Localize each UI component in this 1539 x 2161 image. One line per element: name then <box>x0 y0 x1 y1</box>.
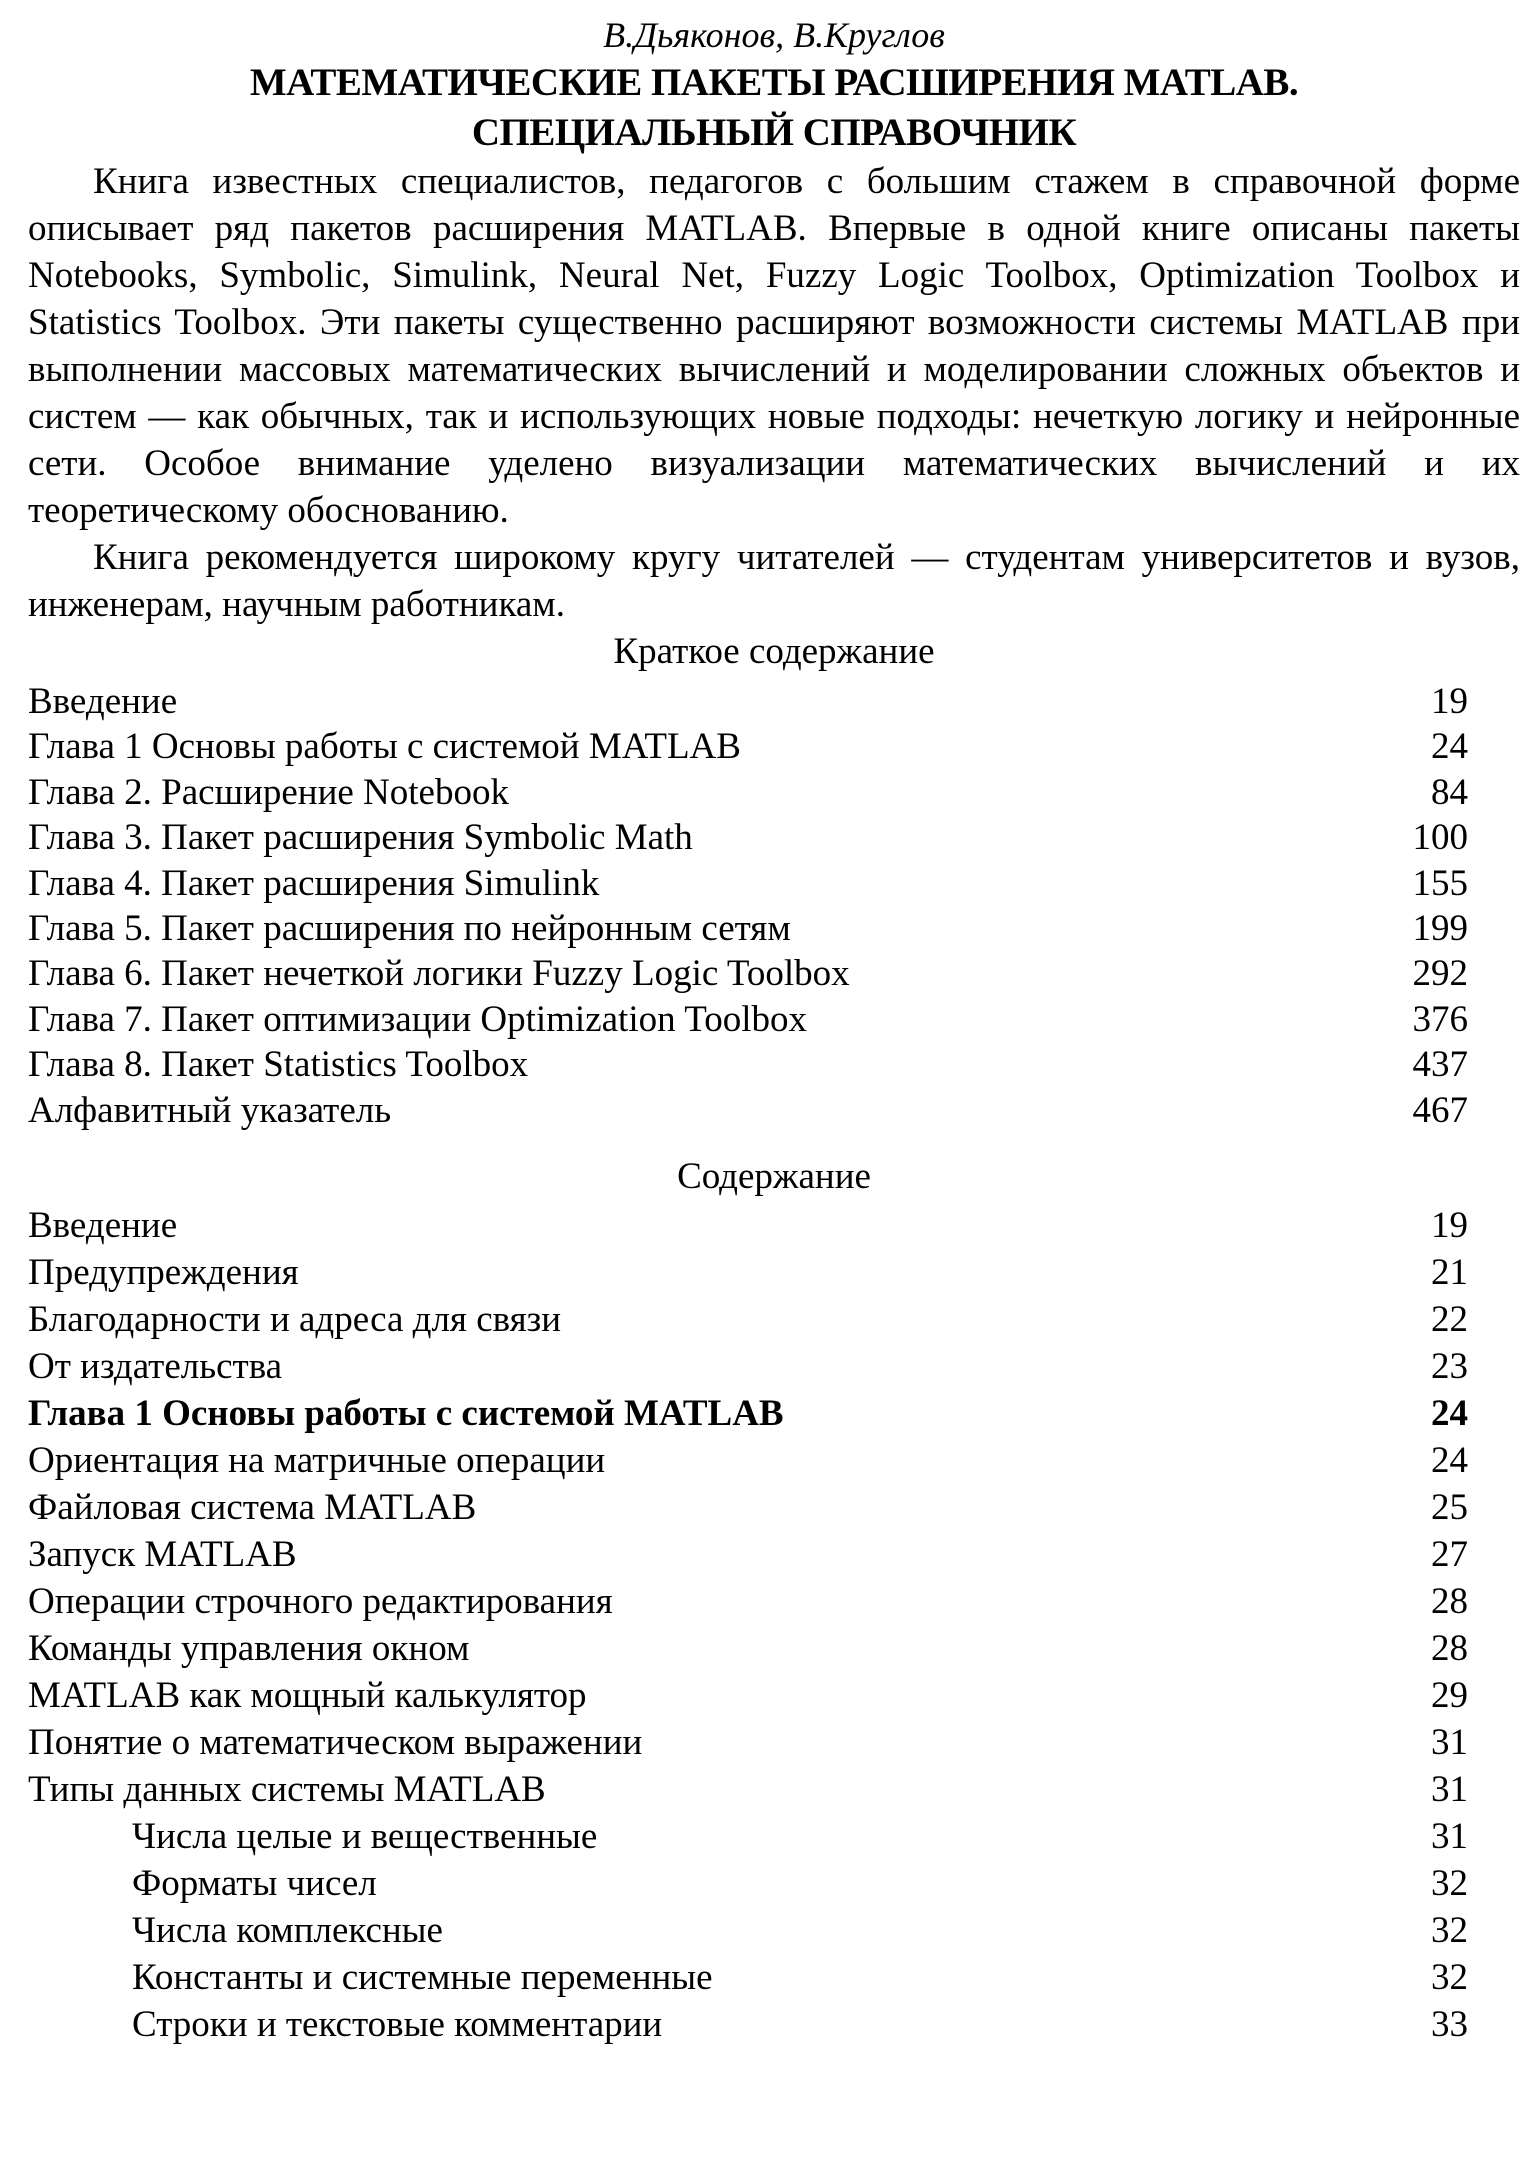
toc-entry-title: Введение <box>28 1205 178 1247</box>
toc-entry-title: MATLAB как мощный калькулятор <box>28 1675 587 1717</box>
toc-entry-title: Строки и текстовые комментарии <box>132 2004 663 2046</box>
toc-entry-title: Понятие о математическом выражении <box>28 1722 643 1764</box>
toc-entry-page-number: 32 <box>1431 1863 1468 1905</box>
toc-entry <box>28 1672 1468 1719</box>
brief-contents-list <box>28 679 1520 1133</box>
toc-entry-title: Запуск MATLAB <box>28 1534 297 1576</box>
author-line: В.Дьяконов, В.Круглов <box>603 15 945 55</box>
toc-entry-page-number: 32 <box>1431 1910 1468 1952</box>
toc-entry <box>28 724 1468 769</box>
toc-entry-page-number: 33 <box>1431 2004 1468 2046</box>
toc-entry-title: Числа комплексные <box>132 1910 443 1952</box>
toc-entry <box>28 1484 1468 1531</box>
toc-entry-page-number: 155 <box>1412 862 1468 904</box>
toc-entry <box>28 2001 1468 2048</box>
toc-entry-title: Глава 4. Пакет расширения Simulink <box>28 862 600 904</box>
toc-entry <box>28 906 1468 951</box>
toc-entry-title: Операции строчного редактирования <box>28 1581 613 1623</box>
full-contents-heading: Содержание <box>677 1156 871 1198</box>
brief-contents-heading: Краткое содержание <box>613 631 935 672</box>
toc-entry-title: Глава 1 Основы работы с системой MATLAB <box>28 726 741 768</box>
toc-entry <box>28 1907 1468 1954</box>
toc-entry-page-number: 23 <box>1431 1346 1468 1388</box>
toc-entry <box>28 815 1468 860</box>
toc-entry <box>28 1954 1468 2001</box>
toc-entry-title: Файловая система MATLAB <box>28 1487 477 1529</box>
toc-entry-title: Глава 7. Пакет оптимизации Optimization Toolbox <box>28 998 807 1040</box>
full-contents-list <box>28 1202 1520 2048</box>
toc-entry-title: Глава 3. Пакет расширения Symbolic Math <box>28 817 693 859</box>
toc-entry-page-number: 437 <box>1412 1044 1468 1086</box>
toc-entry <box>28 997 1468 1042</box>
toc-entry-title: Благодарности и адреса для связи <box>28 1299 562 1341</box>
toc-entry <box>28 951 1468 996</box>
toc-entry-page-number: 100 <box>1412 817 1468 859</box>
toc-entry <box>28 1202 1468 1249</box>
toc-entry-title: Константы и системные переменные <box>132 1957 713 1999</box>
toc-entry <box>28 1088 1468 1133</box>
toc-entry <box>28 1437 1468 1484</box>
toc-entry-title: Глава 1 Основы работы с системой MATLAB <box>28 1393 784 1435</box>
toc-entry <box>28 1578 1468 1625</box>
toc-entry <box>28 1860 1468 1907</box>
toc-entry-page-number: 84 <box>1431 771 1468 813</box>
toc-entry-title: Типы данных системы MATLAB <box>28 1769 546 1811</box>
toc-entry-page-number: 376 <box>1412 998 1468 1040</box>
toc-entry-page-number: 25 <box>1431 1487 1468 1529</box>
abstract-paragraph-1: Книга известных специалистов, педагогов с большим стажем в справочной форме описывает ряд пакетов расширения MATLAB. Впервые в одной книге описаны пакеты Notebooks, Symbolic, Simulink, Neural Net, Fuzzy Logic Toolbox, Optimization Toolbox и Statistics Toolbox. Эти пакеты существенно расширяют возможности системы MATLAB при выполнении массовых математических вычислений и моделировании сложных объектов и систем — как обычных, так и использующих новые подходы: нечеткую логику и нейронные сети. Особое внимание уделено визуализации математических вычислений и их теоретическому обоснованию. <box>28 161 1520 531</box>
abstract-paragraph-2: Книга рекомендуется широкому кругу читателей — студентам университетов и вузов, инженерам, научным работникам. <box>28 537 1520 625</box>
toc-entry-page-number: 24 <box>1431 726 1468 768</box>
toc-entry-page-number: 22 <box>1431 1299 1468 1341</box>
toc-entry-title: Форматы чисел <box>132 1863 377 1905</box>
toc-entry-page-number: 21 <box>1431 1252 1468 1294</box>
toc-entry <box>28 1625 1468 1672</box>
toc-entry <box>28 1343 1468 1390</box>
toc-entry-page-number: 24 <box>1431 1393 1468 1435</box>
toc-entry-title: Предупреждения <box>28 1252 299 1294</box>
toc-entry-title: Команды управления окном <box>28 1628 470 1670</box>
toc-entry-page-number: 31 <box>1431 1816 1468 1858</box>
toc-entry <box>28 1813 1468 1860</box>
toc-entry-title: Числа целые и вещественные <box>132 1816 598 1858</box>
toc-entry-page-number: 31 <box>1431 1722 1468 1764</box>
toc-entry <box>28 1042 1468 1087</box>
toc-entry-title: Ориентация на матричные операции <box>28 1440 606 1482</box>
toc-entry <box>28 1719 1468 1766</box>
toc-entry-page-number: 32 <box>1431 1957 1468 1999</box>
toc-entry <box>28 861 1468 906</box>
book-title-line2: СПЕЦИАЛЬНЫЙ СПРАВОЧНИК <box>471 111 1077 154</box>
toc-entry-title: Глава 8. Пакет Statistics Toolbox <box>28 1044 529 1086</box>
toc-entry-page-number: 199 <box>1412 908 1468 950</box>
toc-entry <box>28 1390 1468 1437</box>
toc-entry-title: Глава 5. Пакет расширения по нейронным сетям <box>28 908 791 950</box>
toc-entry <box>28 1249 1468 1296</box>
toc-entry <box>28 1531 1468 1578</box>
toc-entry-title: Глава 2. Расширение Notebook <box>28 771 509 813</box>
toc-entry-page-number: 24 <box>1431 1440 1468 1482</box>
book-title-line1: МАТЕМАТИЧЕСКИЕ ПАКЕТЫ РАСШИРЕНИЯ MATLAB. <box>249 61 1299 104</box>
toc-entry <box>28 679 1468 724</box>
toc-entry-title: Алфавитный указатель <box>28 1089 392 1131</box>
toc-entry <box>28 1766 1468 1813</box>
toc-entry-title: От издательства <box>28 1346 283 1388</box>
toc-entry-page-number: 292 <box>1412 953 1468 995</box>
toc-entry-title: Введение <box>28 681 178 722</box>
toc-entry-page-number: 467 <box>1412 1089 1468 1131</box>
toc-entry-page-number: 29 <box>1431 1675 1468 1717</box>
toc-entry-page-number: 31 <box>1431 1769 1468 1811</box>
toc-entry-page-number: 19 <box>1431 1205 1468 1247</box>
toc-entry <box>28 770 1468 815</box>
toc-entry <box>28 1296 1468 1343</box>
toc-entry-title: Глава 6. Пакет нечеткой логики Fuzzy Logic Toolbox <box>28 953 850 995</box>
toc-entry-page-number: 27 <box>1431 1534 1468 1576</box>
toc-entry-page-number: 28 <box>1431 1581 1468 1623</box>
toc-entry-page-number: 28 <box>1431 1628 1468 1670</box>
toc-entry-page-number: 19 <box>1431 681 1468 722</box>
